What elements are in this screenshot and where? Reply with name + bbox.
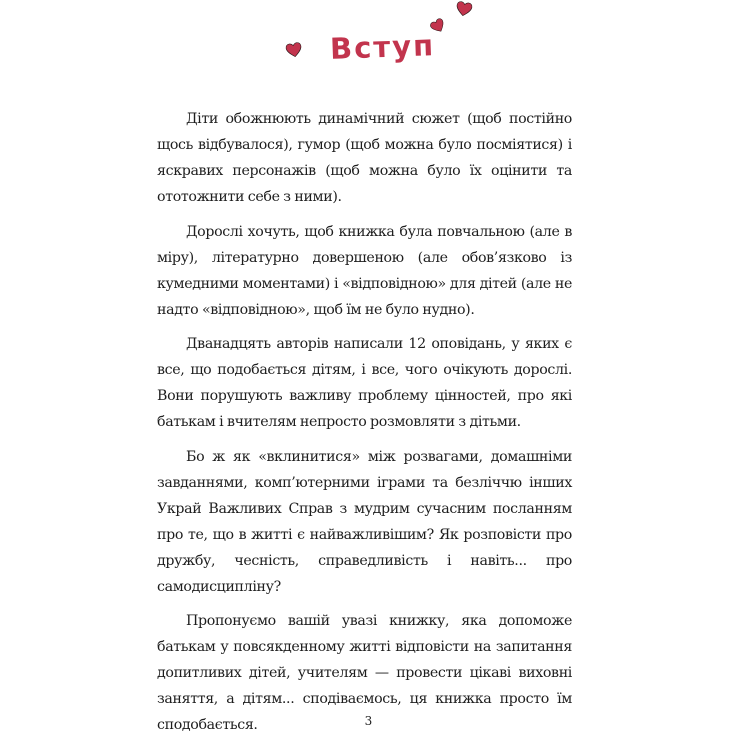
- paragraph: Дорослі хочуть, щоб книжка була повчальною (але в міру), літературно довершеною (але обов’язково із кумедними моментами) і «відповідною» для дітей (але не надто «відповідною», щоб їм не було нудно).: [157, 223, 572, 318]
- paragraph: Пропонуємо вашій увазі книжку, яка допоможе батькам у повсякденному житті відповісти на запитання допитливих дітей, учителям — провести цікаві виховні заняття, а дітям... сподіваємось, ця книжка просто їм сподобається.: [157, 613, 572, 733]
- paragraph: Дванадцять авторів написали 12 оповідань, у яких є все, що подобається дітям, і все, чого очікують дорослі. Вони порушують важливу проблему цінностей, про які батькам і вчителям непросто розмовляти з дітьми.: [157, 336, 572, 430]
- paragraph: Бо ж як «вклинитися» між розвагами, домашніми завданнями, комп’ютерними іграми та безліччю інших Украй Важливих Справ з мудрим сучасним посланням про те, що в житті є найважливішим? Як розповісти про дружбу, чесність, справедливість і навіть... про самодисципліну?: [157, 448, 572, 595]
- chapter-heading: [318, 24, 436, 68]
- chapter-title: Вступ: [329, 28, 436, 66]
- paragraph: Діти обожнюють динамічний сюжет (щоб постійно щось відбувалося), гумор (щоб можна було посміятися) і яскравих персонажів (щоб можна було їх оцінити та ототожнити себе з ними).: [157, 111, 572, 205]
- heart-icon: [284, 40, 305, 61]
- page-number: 3: [364, 714, 373, 728]
- body-text: [157, 106, 572, 747]
- heart-icon: [454, 0, 475, 19]
